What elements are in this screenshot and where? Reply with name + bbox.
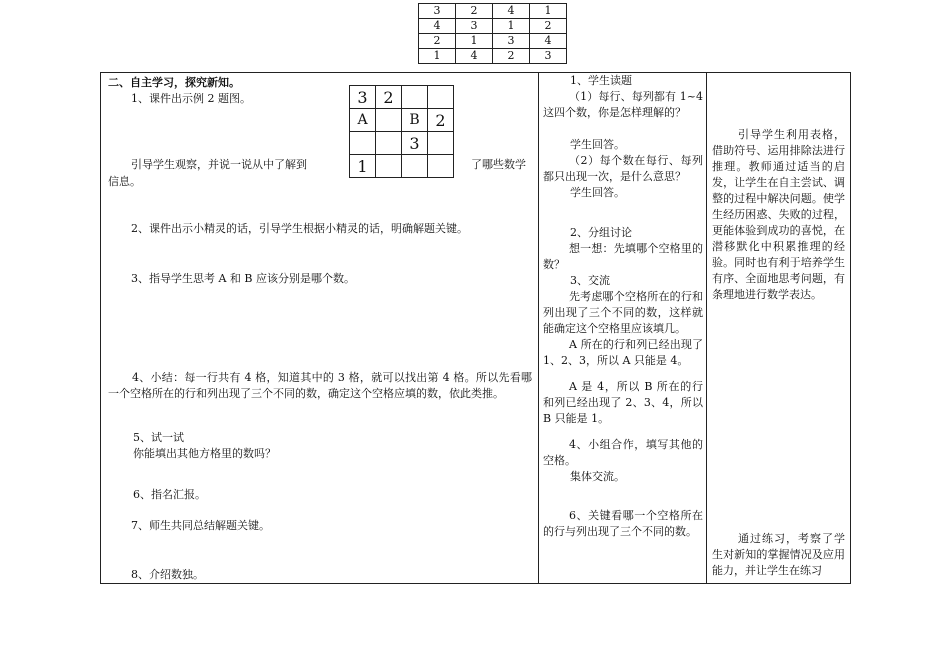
answer-cell: 1 — [493, 19, 530, 34]
answer-cell: 3 — [530, 49, 567, 64]
answer-cell: 1 — [456, 34, 493, 49]
answer-cell: 4 — [456, 49, 493, 64]
answer-1: 学生回答。 — [570, 138, 625, 151]
puzzle-cell — [402, 86, 428, 109]
answer-cell: 4 — [493, 4, 530, 19]
step-5-title: 5、试一试 — [133, 431, 184, 444]
step-1-text: 1、课件出示例 2 题图。 — [131, 92, 251, 105]
answer-cell: 4 — [530, 34, 567, 49]
answer-grid-row — [419, 34, 567, 49]
answer-cell: 1 — [530, 4, 567, 19]
observe-text-continued: 了哪些数学 — [471, 158, 526, 171]
group-cooperation: 4、小组合作，填写其他的空格。 — [543, 438, 703, 467]
puzzle-cell — [428, 155, 454, 178]
answer-cell: 4 — [419, 19, 456, 34]
puzzle-cell: 1 — [350, 155, 376, 178]
puzzle-cell — [376, 109, 402, 132]
puzzle-cell — [428, 132, 454, 155]
answer-2: 学生回答。 — [570, 186, 625, 199]
student-activity-column — [539, 73, 707, 583]
exchange-paragraph-2: A 所在的行和列已经出现了 1、2、3，所以 A 只能是 4。 — [543, 338, 703, 367]
step-7-text: 7、师生共同总结解题关键。 — [131, 519, 270, 532]
puzzle-cell: A — [350, 109, 376, 132]
think-prompt: 想一想：先填哪个空格里的数？ — [543, 242, 703, 271]
answer-cell: 3 — [493, 34, 530, 49]
step-3-text: 3、指导学生思考 A 和 B 应该分别是哪个数。 — [131, 272, 356, 285]
answer-grid — [418, 3, 567, 64]
puzzle-cell — [376, 155, 402, 178]
answer-cell: 2 — [419, 34, 456, 49]
step-6-text: 6、指名汇报。 — [133, 488, 206, 501]
answer-cell: 1 — [419, 49, 456, 64]
answer-grid-row — [419, 19, 567, 34]
lesson-table — [100, 72, 851, 584]
answer-cell: 2 — [456, 4, 493, 19]
question-2: （2）每个数在每行、每列都只出现一次，是什么意思？ — [543, 154, 703, 183]
observe-text: 引导学生观察，并说一说从中了解到 — [131, 158, 307, 171]
answer-cell: 3 — [419, 4, 456, 19]
puzzle-cell: 2 — [428, 109, 454, 132]
step-5-question: 你能填出其他方格里的数吗？ — [133, 447, 276, 460]
example-puzzle-grid — [349, 85, 454, 178]
puzzle-cell: 3 — [402, 132, 428, 155]
step-2-text: 2、课件出示小精灵的话，引导学生根据小精灵的话，明确解题关键。 — [131, 222, 468, 235]
puzzle-cell — [350, 132, 376, 155]
answer-grid-row — [419, 49, 567, 64]
puzzle-cell: B — [402, 109, 428, 132]
group-exchange: 集体交流。 — [570, 470, 625, 483]
exchange-paragraph-3: A 是 4，所以 B 所在的行和列已经出现了 2、3、4，所以 B 只能是 1。 — [543, 380, 703, 425]
teacher-activity-column — [101, 73, 539, 583]
answer-cell: 2 — [530, 19, 567, 34]
puzzle-cell: 3 — [350, 86, 376, 109]
puzzle-cell — [402, 155, 428, 178]
exchange-title: 3、交流 — [570, 274, 610, 287]
read-title: 1、学生读题 — [570, 74, 632, 87]
section-heading: 二、自主学习，探究新知。 — [108, 76, 240, 89]
key-point: 6、关键看哪一个空格所在的行与列出现了三个不同的数。 — [543, 509, 703, 538]
design-intent-column — [707, 73, 850, 583]
question-1: （1）每行、每列都有 1~4 这四个数，你是怎样理解的？ — [543, 90, 703, 119]
exchange-paragraph-1: 先考虑哪个空格所在的行和列出现了三个不同的数，这样就能确定这个空格里应该填几。 — [543, 290, 703, 335]
design-note-1: 引导学生利用表格，借助符号、运用排除法进行推理。教师通过适当的启发，让学生在自主尝试、调整的过程中解决问题。使学生经历困惑、失败的过程，更能体验到成功的喜悦，在潜移默化中积累推理的经验。同时也有利于培养学生有序、全面地思考问题，有条理地进行数学表达。 — [712, 128, 845, 301]
observe-text-tail: 信息。 — [108, 175, 141, 188]
puzzle-cell — [376, 132, 402, 155]
answer-grid-row — [419, 4, 567, 19]
puzzle-cell — [428, 86, 454, 109]
step-8-text: 8、介绍数独。 — [131, 568, 204, 581]
answer-cell: 2 — [493, 49, 530, 64]
puzzle-cell: 2 — [376, 86, 402, 109]
group-discuss-title: 2、分组讨论 — [570, 226, 632, 239]
answer-cell: 3 — [456, 19, 493, 34]
design-note-2: 通过练习，考察了学生对新知的掌握情况及应用能力，并让学生在练习 — [712, 532, 845, 577]
step-4-summary: 4、小结：每一行共有 4 格，知道其中的 3 格，就可以找出第 4 格。所以先看哪一个空格所在的行和列出现了三个不同的数，确定这个空格应填的数，依此类推。 — [108, 371, 532, 400]
